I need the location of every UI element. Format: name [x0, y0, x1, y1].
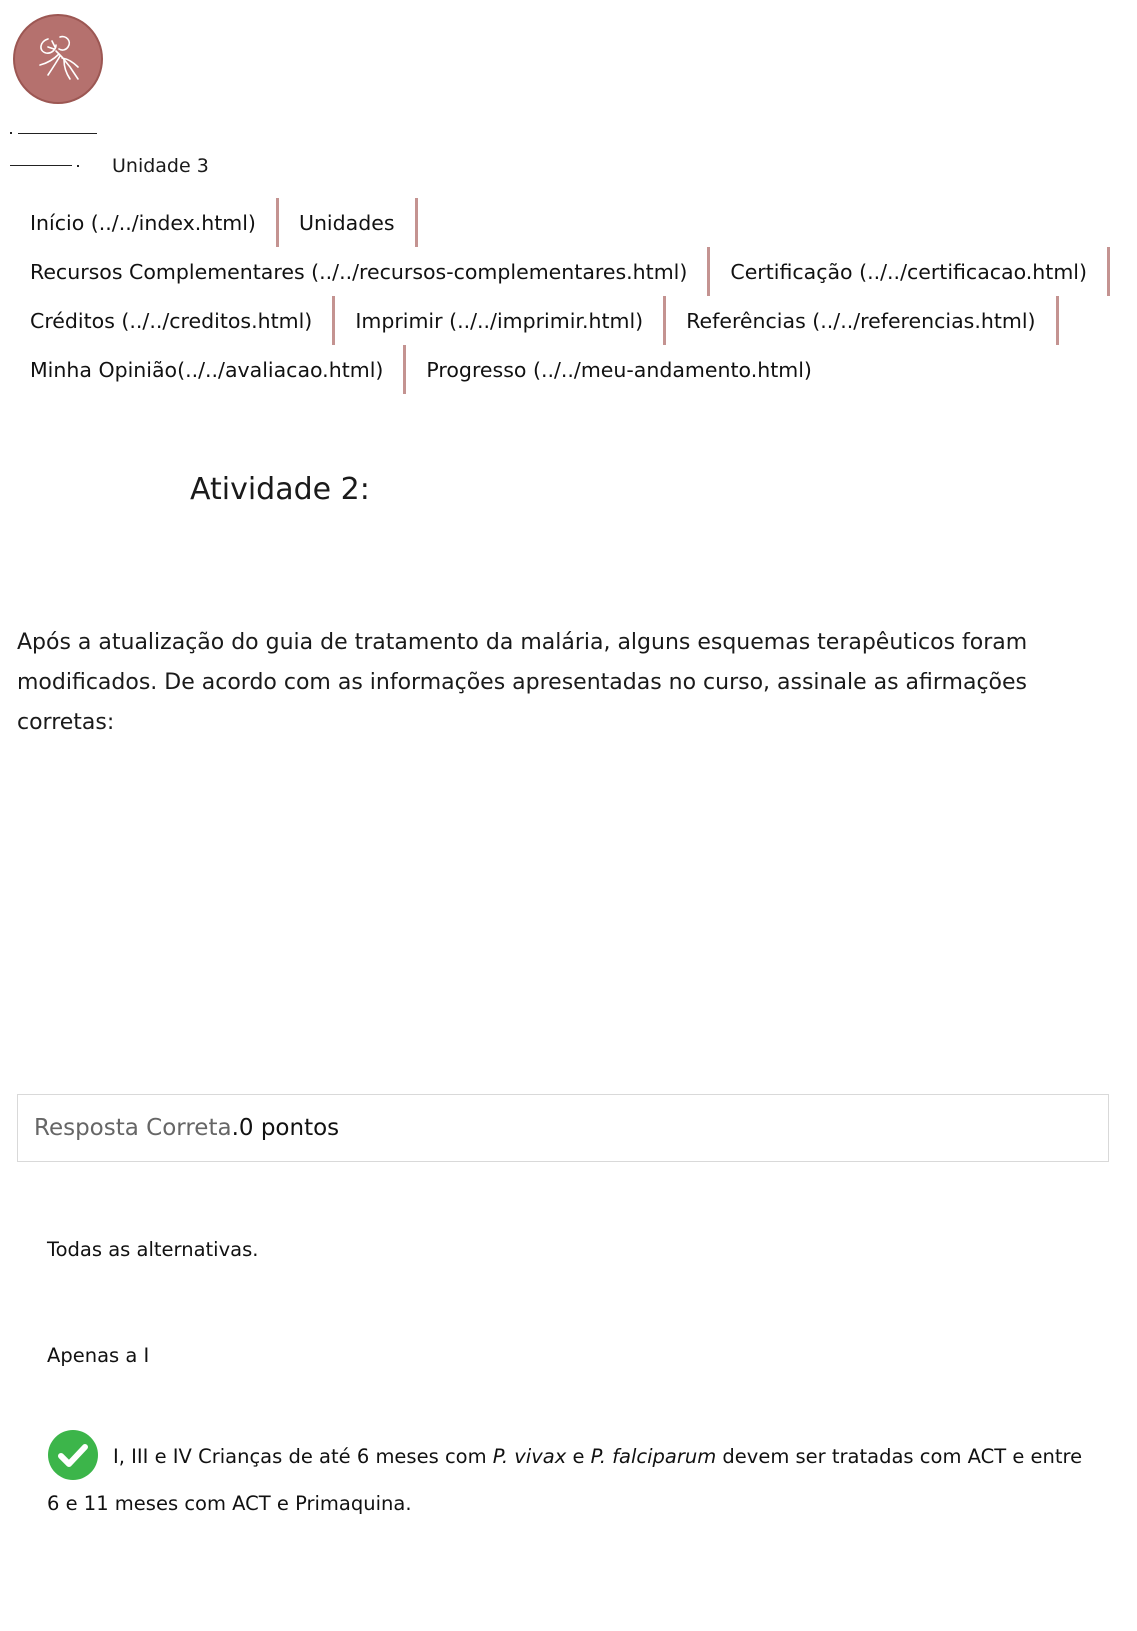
- option-3-text-prefix: I, III e IV Crianças de até 6 meses com: [113, 1445, 493, 1468]
- answer-option-1[interactable]: Todas as alternativas.: [47, 1238, 259, 1261]
- header-divider: [18, 133, 97, 134]
- answer-option-3[interactable]: [47, 1434, 1087, 1526]
- result-separator: .: [231, 1115, 239, 1141]
- mosquito-icon: [26, 27, 90, 91]
- decorative-dot: [10, 132, 12, 134]
- nav-link-progresso[interactable]: Progresso (../../meu-andamento.html): [426, 357, 812, 382]
- nav-link-recursos-complementares[interactable]: Recursos Complementares (../../recursos-complementares.html): [10, 247, 710, 296]
- nav-link-creditos[interactable]: Créditos (../../creditos.html): [10, 296, 335, 345]
- nav-link-imprimir[interactable]: Imprimir (../../imprimir.html): [335, 296, 666, 345]
- result-label: Resposta Correta: [34, 1115, 232, 1141]
- unit-divider: [10, 165, 72, 166]
- species-falciparum: P. falciparum: [590, 1445, 717, 1468]
- nav-link-certificacao[interactable]: Certificação (../../certificacao.html): [710, 247, 1110, 296]
- option-3-text-mid: e: [566, 1445, 591, 1468]
- nav-row: [10, 345, 1130, 394]
- main-navigation: [10, 198, 1130, 394]
- nav-link-referencias[interactable]: Referências (../../referencias.html): [666, 296, 1058, 345]
- option-3-text-suffix: devem ser tratadas com ACT e entre 6 e 11 meses com ACT e Primaquina.: [47, 1445, 1083, 1515]
- question-text: Após a atualização do guia de tratamento da malária, alguns esquemas terapêuticos foram modificados. De acordo com as informações apresentadas no curso, assinale as afirmações corretas:: [17, 630, 1028, 735]
- species-vivax: P. vivax: [492, 1445, 567, 1468]
- answer-option-2[interactable]: Apenas a I: [47, 1344, 150, 1367]
- mosquito-logo: [13, 14, 103, 104]
- nav-row: [10, 296, 1130, 345]
- activity-title: Atividade 2:: [190, 472, 370, 507]
- check-circle-icon: [47, 1429, 99, 1481]
- unit-title: Unidade 3: [112, 155, 209, 177]
- nav-link-inicio[interactable]: Início (../../index.html): [10, 198, 279, 247]
- decorative-dot: [77, 165, 79, 167]
- result-box: [17, 1094, 1109, 1162]
- nav-row: [10, 198, 1130, 247]
- result-points: 0 pontos: [238, 1115, 340, 1141]
- nav-link-unidades[interactable]: Unidades: [279, 198, 418, 247]
- nav-row: [10, 247, 1130, 296]
- nav-link-minha-opiniao[interactable]: Minha Opinião(../../avaliacao.html): [10, 345, 406, 394]
